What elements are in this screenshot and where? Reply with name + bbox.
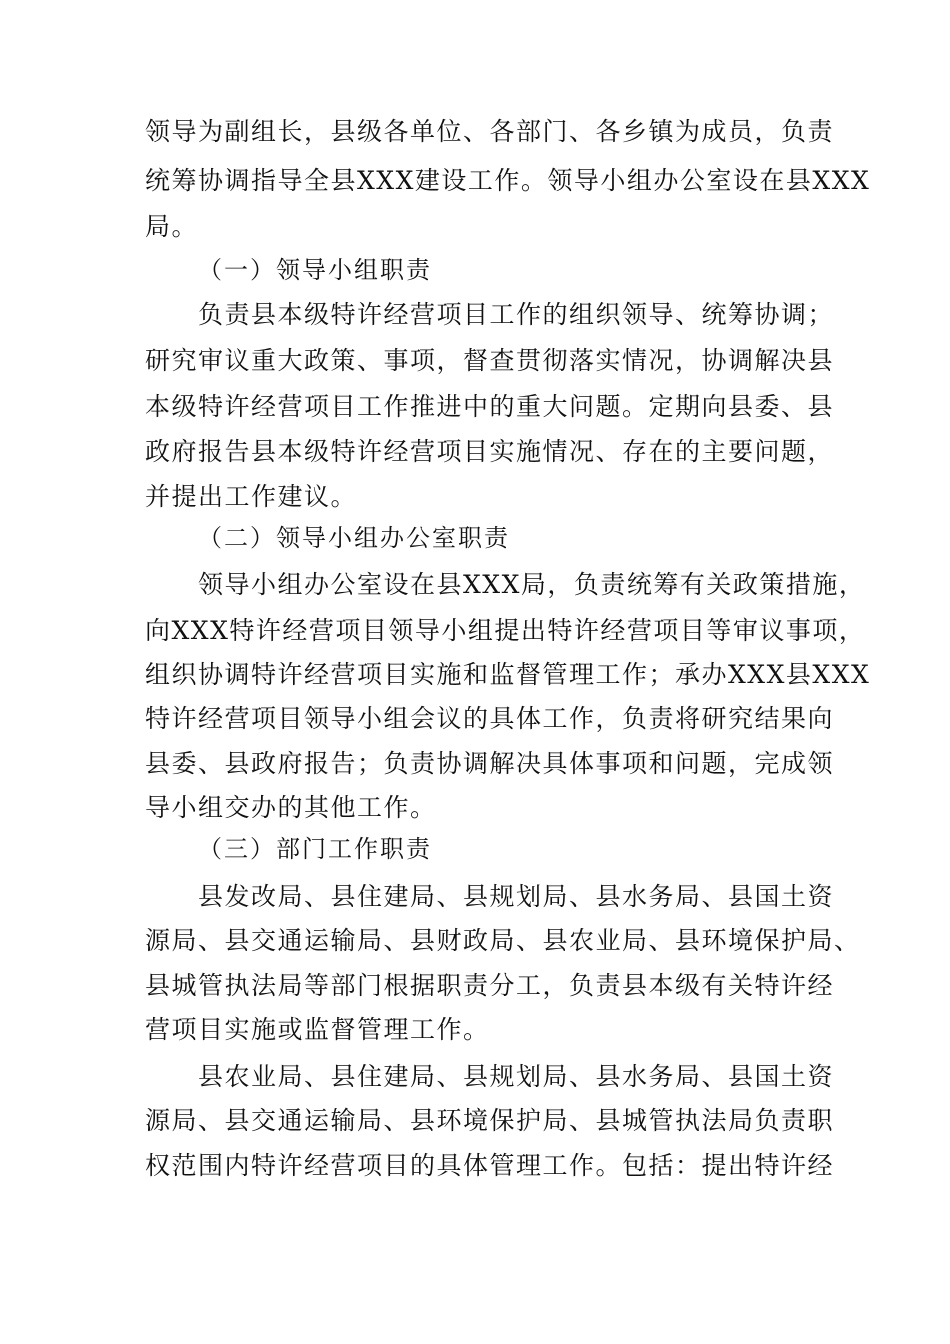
- section-heading-3: （三）部门工作职责: [198, 835, 432, 863]
- body-text-line: 营项目实施或监督管理工作。: [145, 1015, 490, 1044]
- body-text-line: 导小组交办的其他工作。: [145, 793, 437, 822]
- body-text-line: 特许经营项目领导小组会议的具体工作，负责将研究结果向: [145, 704, 835, 733]
- body-text-line: 政府报告县本级特许经营项目实施情况、存在的主要问题，: [145, 437, 835, 466]
- body-text-line: 局。: [145, 212, 199, 241]
- body-text-line: 组织协调特许经营项目实施和监督管理工作；承办XXX县XXX: [145, 660, 871, 689]
- body-text-line: 县委、县政府报告；负责协调解决具体事项和问题，完成领: [145, 749, 835, 778]
- body-text-line: 研究审议重大政策、事项，督查贯彻落实情况，协调解决县: [145, 346, 835, 375]
- paragraph-first-line: 领导小组办公室设在县XXX局，负责统筹有关政策措施，: [198, 570, 866, 599]
- paragraph-first-line: 县发改局、县住建局、县规划局、县水务局、县国土资: [198, 882, 835, 911]
- paragraph-first-line: 县农业局、县住建局、县规划局、县水务局、县国土资: [198, 1062, 835, 1091]
- body-text-line: 权范围内特许经营项目的具体管理工作。包括：提出特许经: [145, 1151, 835, 1180]
- body-text-line: 并提出工作建议。: [145, 482, 358, 511]
- body-text-line: 领导为副组长，县级各单位、各部门、各乡镇为成员，负责: [145, 117, 835, 146]
- body-text-line: 源局、县交通运输局、县财政局、县农业局、县环境保护局、: [145, 926, 861, 955]
- section-heading-2: （二）领导小组办公室职责: [198, 524, 510, 552]
- paragraph-first-line: 负责县本级特许经营项目工作的组织领导、统筹协调；: [198, 300, 835, 329]
- body-text-line: 本级特许经营项目工作推进中的重大问题。定期向县委、县: [145, 392, 835, 421]
- body-text-line: 统筹协调指导全县XXX建设工作。领导小组办公室设在县XXX: [145, 166, 871, 195]
- section-heading-1: （一）领导小组职责: [198, 256, 432, 284]
- body-text-line: 向XXX特许经营项目领导小组提出特许经营项目等审议事项，: [145, 616, 866, 645]
- body-text-line: 县城管执法局等部门根据职责分工，负责县本级有关特许经: [145, 971, 835, 1000]
- body-text-line: 源局、县交通运输局、县环境保护局、县城管执法局负责职: [145, 1106, 835, 1135]
